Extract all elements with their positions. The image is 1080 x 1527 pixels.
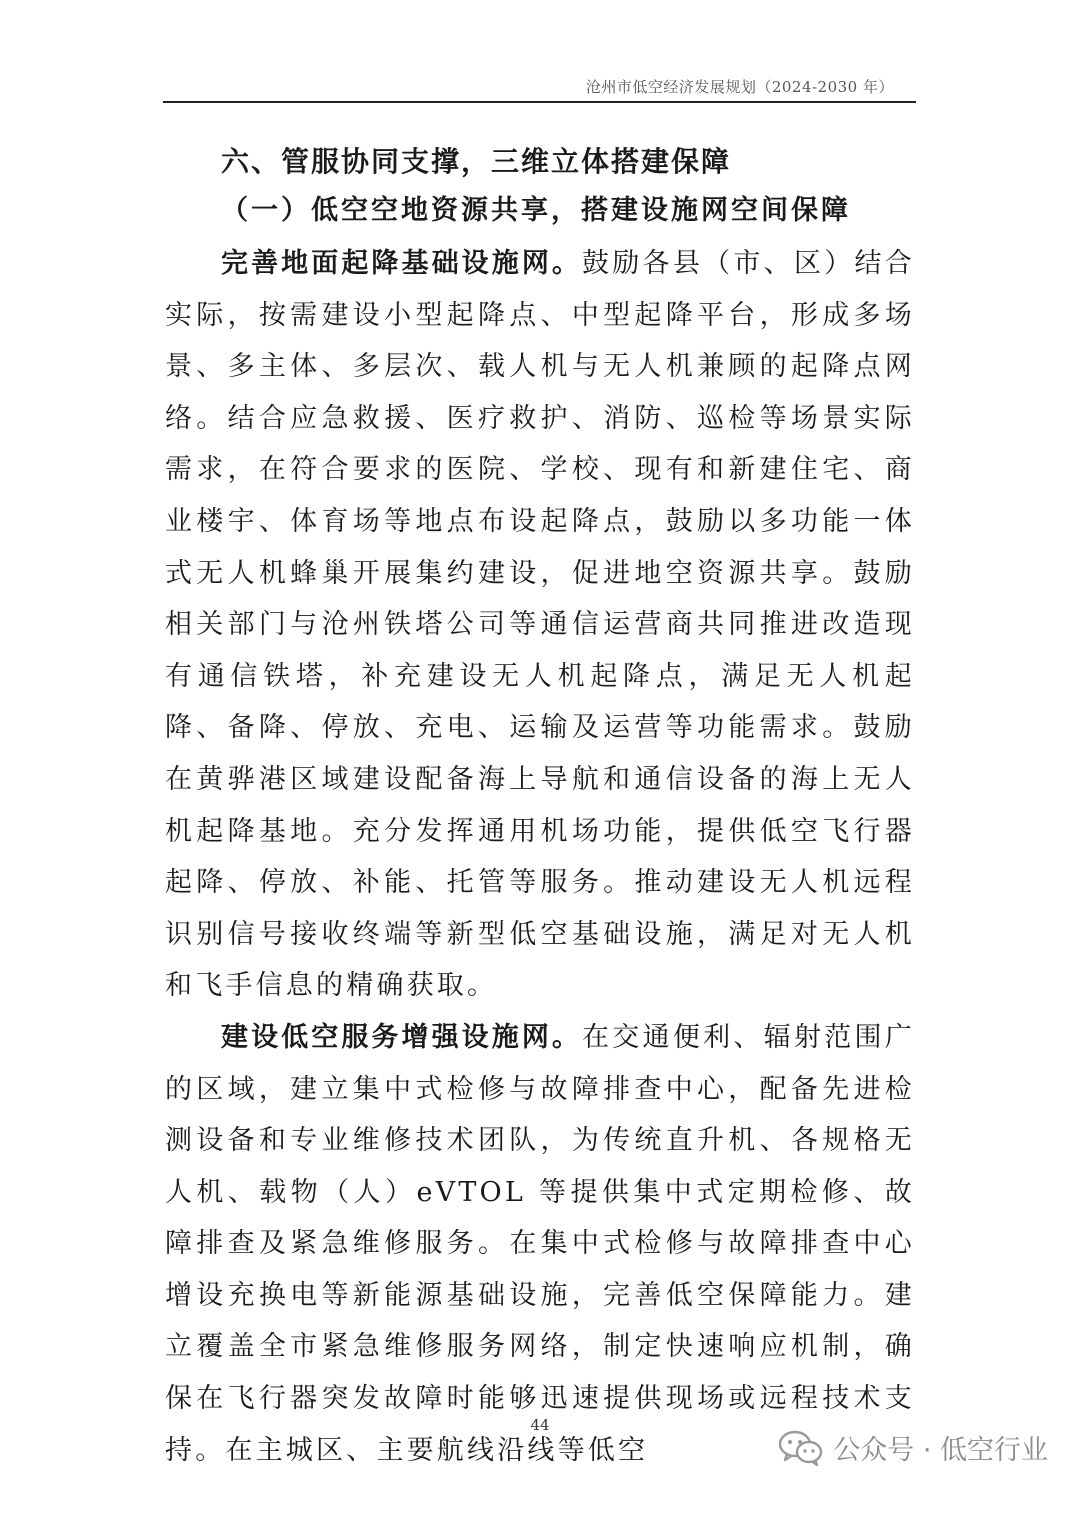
header-divider [163,101,916,103]
watermark [779,1428,1048,1467]
paragraph-body: 鼓励各县（市、区）结合实际，按需建设小型起降点、中型起降平台，形成多场景、多主体、多层次、载人机与无人机兼顾的起降点网络。结合应急救援、医疗救护、消防、巡检等场景实际需求，在符合要求的医院、学校、现有和新建住宅、商业楼宇、体育场等地点布设起降点，鼓励以多功能一体式无人机蜂巢开展集约建设，促进地空资源共享。鼓励相关部门与沧州铁塔公司等通信运营商共同推进改造现有通信铁塔，补充建设无人机起降点，满足无人机起降、备降、停放、充电、运输及运营等功能需求。鼓励在黄骅港区域建设配备海上导航和通信设备的海上无人机起降基地。充分发挥通用机场功能，提供低空飞行器起降、停放、补能、托管等服务。推动建设无人机远程识别信号接收终端等新型低空基础设施，满足对无人机和飞手信息的精确获取。 [165,248,916,1002]
subsection-heading: （一）低空空地资源共享，搭建设施网空间保障 [221,195,851,226]
page-number: 44 [530,1416,550,1434]
paragraph-lead: 完善地面起降基础设施网。 [221,248,582,279]
wechat-icon [779,1430,823,1466]
paragraph-body: 在交通便利、辐射范围广的区域，建立集中式检修与故障排查中心，配备先进检测设备和专业维修技术团队，为传统直升机、各规格无人机、载物（人）eVTOL 等提供集中式定期检修、故障排查及紧急维修服务。在集中式检修与故障排查中心增设充换电等新能源基础设施，完善低空保障能力。建立覆盖全市紧急维修服务网络，制定快速响应机制，确保在飞行器突发故障时能够迅速提供现场或远程技术支持。在主城区、主要航线沿线等低空 [165,1021,916,1466]
watermark-text: 公众号 · 低空行业 [833,1435,1048,1466]
paragraph-lead: 建设低空服务增强设施网。 [221,1021,582,1053]
paragraph-ground-infrastructure [165,238,915,1012]
section-heading: 六、管服协同支撑，三维立体搭建保障 [221,145,732,178]
paragraph-service-network [165,1012,915,1476]
running-header: 沧州市低空经济发展规划（2024-2030 年） [585,78,894,96]
document-body [165,140,915,1476]
